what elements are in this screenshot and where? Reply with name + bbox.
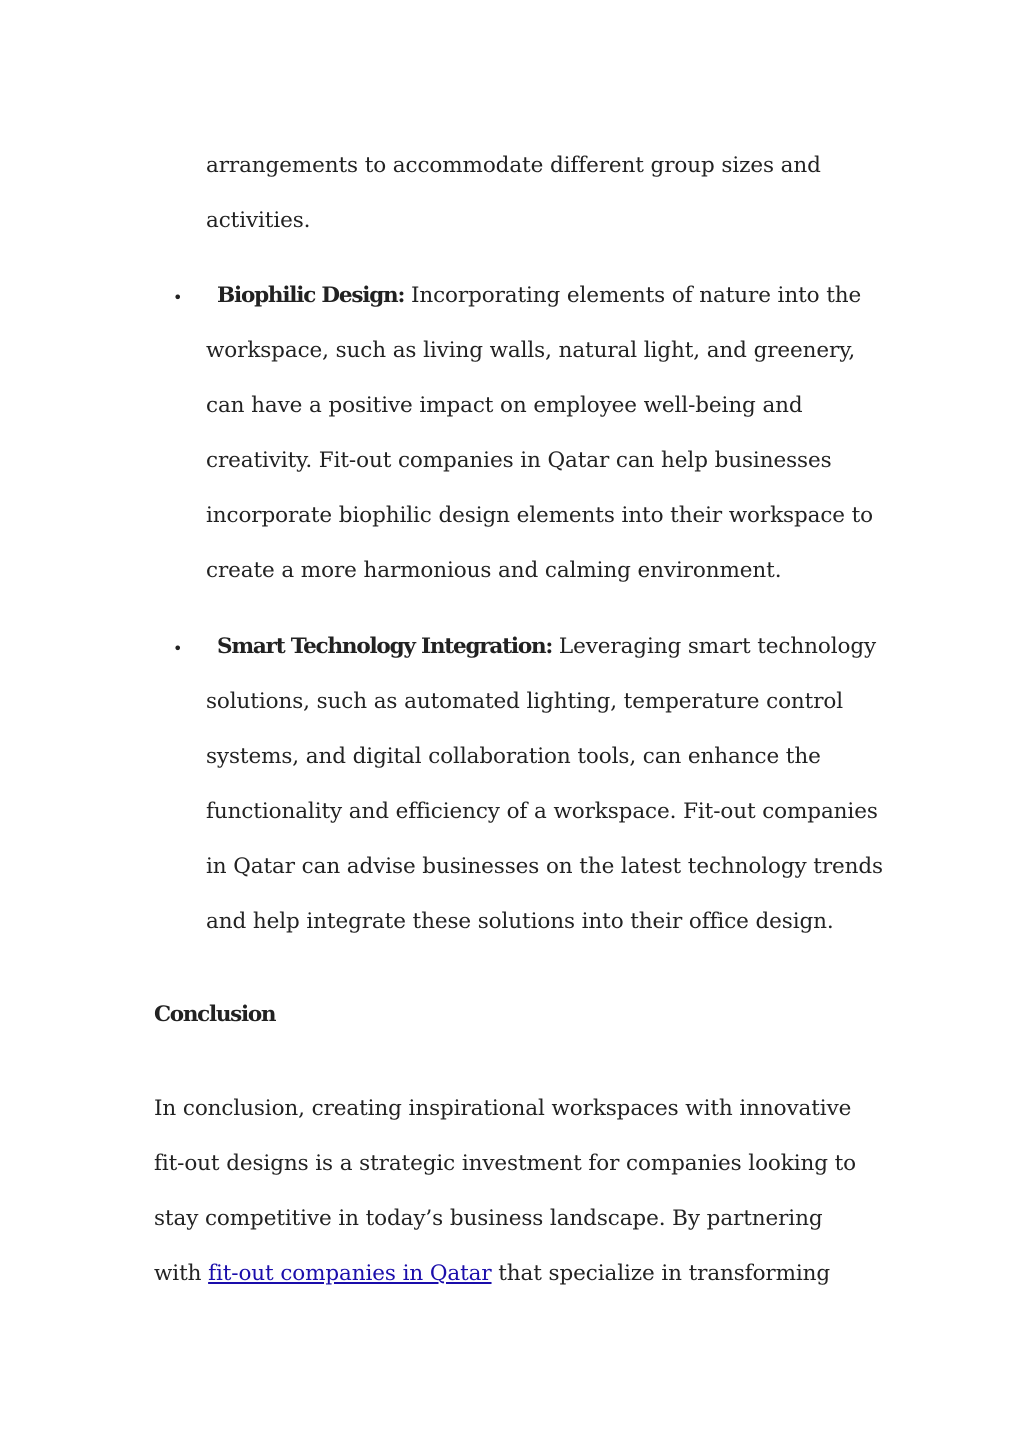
bullet-marker: • — [173, 639, 183, 658]
paragraph-line: In conclusion, creating inspirational workspaces with innovative — [154, 1096, 852, 1121]
bullet-first-line — [217, 281, 861, 311]
paragraph-line: stay competitive in today’s business landscape. By partnering — [154, 1206, 823, 1231]
paragraph-line: workspace, such as living walls, natural light, and greenery, — [206, 338, 856, 363]
bullet-label-smart-technology: Smart Technology Integration: — [217, 634, 553, 659]
fit-out-companies-qatar-link[interactable]: fit-out companies in Qatar — [208, 1261, 492, 1286]
paragraph-line: creativity. Fit-out companies in Qatar can help businesses — [206, 448, 832, 473]
paragraph-line: fit-out designs is a strategic investment for companies looking to — [154, 1151, 856, 1176]
paragraph-line-with-link — [154, 1259, 830, 1289]
bullet-label-biophilic-design: Biophilic Design: — [217, 283, 405, 308]
paragraph-line: systems, and digital collaboration tools, can enhance the — [206, 744, 821, 769]
paragraph-line: activities. — [206, 208, 311, 233]
bullet-first-line — [217, 632, 876, 662]
line-suffix: that specialize in transforming — [491, 1261, 831, 1286]
paragraph-line: arrangements to accommodate different group sizes and — [206, 153, 821, 178]
paragraph-line: solutions, such as automated lighting, temperature control — [206, 689, 843, 714]
bullet-marker: • — [173, 288, 183, 307]
paragraph-line: in Qatar can advise businesses on the latest technology trends — [206, 854, 883, 879]
bullet-first-line-text: Incorporating elements of nature into the — [404, 283, 862, 308]
paragraph-line: functionality and efficiency of a workspace. Fit-out companies — [206, 799, 878, 824]
paragraph-line: can have a positive impact on employee well-being and — [206, 393, 803, 418]
line-prefix: with — [154, 1261, 209, 1286]
section-heading-conclusion: Conclusion — [154, 1002, 276, 1027]
paragraph-line: incorporate biophilic design elements into their workspace to — [206, 503, 874, 528]
bullet-first-line-text: Leveraging smart technology — [552, 634, 877, 659]
paragraph-line: create a more harmonious and calming environment. — [206, 558, 782, 583]
paragraph-line: and help integrate these solutions into their office design. — [206, 909, 834, 934]
